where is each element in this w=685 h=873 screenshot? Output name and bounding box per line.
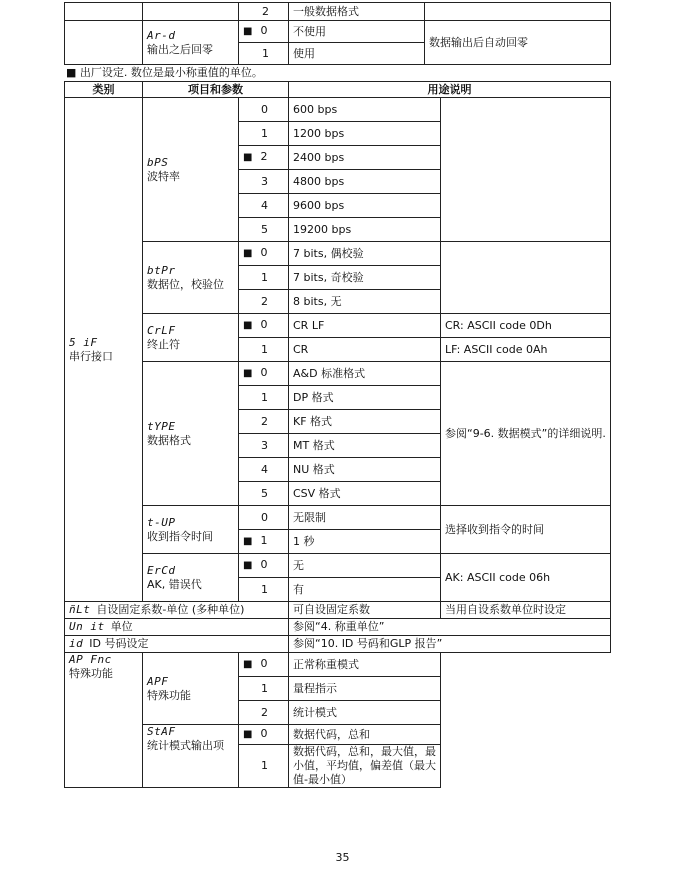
default-marker: ■ — [243, 729, 253, 740]
default-marker: ■ — [243, 659, 253, 670]
param-value: 1 — [261, 342, 268, 356]
param-value-cell — [239, 410, 289, 434]
default-marker: ■ — [243, 368, 253, 379]
item-label: 收到指令时间 — [147, 529, 213, 543]
param-desc: 19200 bps — [289, 218, 441, 242]
param-value: 2 — [261, 414, 268, 428]
param-note — [441, 653, 611, 788]
item-code: tYPE — [147, 419, 176, 433]
param-value-cell — [239, 725, 289, 745]
param-value-cell — [239, 218, 289, 242]
param-desc: 数据代码，总和 — [289, 725, 441, 745]
item-cell — [143, 554, 239, 602]
param-value-cell — [239, 314, 289, 338]
param-value: 1 — [239, 43, 289, 65]
param-desc: 不使用 — [289, 21, 425, 43]
category-serial-interface — [65, 98, 143, 602]
param-desc: 量程指示 — [289, 677, 441, 701]
default-marker: ■ — [243, 536, 253, 547]
item-cell — [143, 725, 239, 788]
param-value-cell — [239, 554, 289, 578]
param-value-cell — [239, 677, 289, 701]
category-code: 5 iF — [69, 335, 98, 349]
header-category: 类别 — [65, 82, 143, 98]
param-desc: CSV 格式 — [289, 482, 441, 506]
param-value-cell — [239, 98, 289, 122]
item-label: 特殊功能 — [147, 688, 191, 702]
param-value: 2 — [260, 150, 268, 163]
param-value-cell — [239, 653, 289, 677]
param-desc: 使用 — [289, 43, 425, 65]
param-value-cell — [239, 242, 289, 266]
param-value: 5 — [261, 486, 268, 500]
default-marker: ■ — [243, 320, 253, 331]
param-value: 0 — [260, 318, 268, 331]
param-value: 3 — [261, 438, 268, 452]
param-value: 3 — [261, 174, 268, 188]
param-desc: 无 — [289, 554, 441, 578]
row-id — [65, 636, 611, 653]
param-desc: 无限制 — [289, 506, 441, 530]
param-value: 0 — [260, 558, 268, 571]
category-code: AP Fnc — [69, 653, 112, 666]
item-cell — [143, 314, 239, 362]
param-value-cell — [239, 578, 289, 602]
table-row — [65, 554, 611, 578]
param-desc: 参阅“4. 称重单位” — [289, 619, 611, 636]
param-value-cell — [239, 170, 289, 194]
param-desc: 8 bits, 无 — [289, 290, 441, 314]
param-value-cell — [239, 338, 289, 362]
param-note — [441, 242, 611, 314]
param-value: 0 — [261, 510, 268, 524]
cat-cell — [65, 3, 143, 21]
item-label: 波特率 — [147, 169, 180, 183]
category-special-function — [65, 653, 143, 788]
param-desc: 7 bits, 偶校验 — [289, 242, 441, 266]
item-cell — [143, 653, 239, 725]
item-code: StAF — [147, 725, 176, 738]
param-value-cell — [239, 266, 289, 290]
item-cell — [143, 362, 239, 506]
param-desc: CR LF — [289, 314, 441, 338]
item-label: 自设固定系数-单位 (多种单位) — [96, 603, 245, 616]
item-cell — [143, 3, 239, 21]
param-desc: 一般数据格式 — [289, 3, 425, 21]
manual-page — [64, 2, 610, 788]
param-value-cell — [239, 362, 289, 386]
param-value: 4 — [261, 198, 268, 212]
item-code: APF — [147, 674, 169, 688]
param-value: 1 — [261, 390, 268, 404]
param-desc: 可自设固定系数 — [289, 602, 441, 619]
param-desc: 7 bits, 奇校验 — [289, 266, 441, 290]
category-label: 串行接口 — [69, 349, 113, 363]
item-code: Un it — [69, 620, 105, 633]
table-row — [65, 362, 611, 386]
param-note: AK: ASCII code 06h — [441, 554, 611, 602]
item-label: 终止符 — [147, 337, 180, 351]
category-label: 特殊功能 — [69, 667, 113, 680]
item-cell — [143, 506, 239, 554]
param-desc: 参阅“10. ID 号码和GLP 报告” — [289, 636, 611, 653]
item-code: ErCd — [147, 563, 176, 577]
param-value: 2 — [239, 3, 289, 21]
param-note: CR: ASCII code 0Dh — [441, 314, 611, 338]
default-marker: ■ — [243, 26, 253, 37]
default-marker: ■ — [243, 248, 253, 259]
default-marker: ■ — [243, 560, 253, 571]
param-value-cell — [239, 530, 289, 554]
default-marker: ■ — [243, 152, 253, 163]
param-value-cell — [239, 745, 289, 788]
param-desc: 正常称重模式 — [289, 653, 441, 677]
param-desc: 统计模式 — [289, 701, 441, 725]
param-desc: 2400 bps — [289, 146, 441, 170]
param-value: 0 — [261, 102, 268, 116]
row-multi-unit — [65, 602, 611, 619]
param-value-cell — [239, 482, 289, 506]
param-desc: CR — [289, 338, 441, 362]
param-note — [441, 98, 611, 242]
top-table — [64, 2, 611, 65]
item-label: AK, 错误代 — [147, 577, 202, 591]
param-value-cell — [239, 506, 289, 530]
param-value: 1 — [261, 681, 268, 695]
item-code: btPr — [147, 263, 176, 277]
param-value: 0 — [260, 366, 268, 379]
param-note: LF: ASCII code 0Ah — [441, 338, 611, 362]
param-desc: 4800 bps — [289, 170, 441, 194]
param-note: 当用自设系数单位时设定 — [441, 602, 611, 619]
param-desc: NU 格式 — [289, 458, 441, 482]
param-desc: KF 格式 — [289, 410, 441, 434]
param-value: 0 — [260, 246, 268, 259]
item-code: t-UP — [147, 515, 176, 529]
param-value: 1 — [261, 759, 268, 772]
table-row — [65, 98, 611, 122]
param-value-cell — [239, 146, 289, 170]
param-value: 4 — [261, 462, 268, 476]
param-value: 2 — [261, 705, 268, 719]
settings-table — [64, 81, 611, 788]
item-code: bPS — [147, 155, 169, 169]
item-label: 统计模式输出项 — [147, 739, 224, 752]
param-value-cell — [239, 386, 289, 410]
param-desc: 1 秒 — [289, 530, 441, 554]
item-code: CrLF — [147, 323, 176, 337]
param-desc: 600 bps — [289, 98, 441, 122]
param-value: 2 — [261, 294, 268, 308]
param-value-cell — [239, 434, 289, 458]
factory-note: ■ 出厂设定. 数位是最小称重值的单位。 — [66, 66, 263, 79]
item-label: ID 号码设定 — [89, 637, 149, 650]
item-cell — [143, 98, 239, 242]
param-note: 选择收到指令的时间 — [441, 506, 611, 554]
header-usage: 用途说明 — [289, 82, 611, 98]
note-cell — [425, 3, 611, 21]
param-value-cell — [239, 458, 289, 482]
item-label: 数据位，校验位 — [147, 277, 224, 291]
table-row — [65, 242, 611, 266]
item-cell — [65, 602, 289, 619]
param-value: 1 — [261, 270, 268, 284]
param-value: 1 — [261, 126, 268, 140]
page-number: 35 — [335, 851, 350, 864]
arr-item: Ar-d 输出之后回零 — [143, 21, 239, 65]
header-items: 项目和参数 — [143, 82, 289, 98]
item-cell — [143, 242, 239, 314]
item-code: id — [69, 637, 84, 650]
item-cell — [65, 636, 289, 653]
param-value: 0 — [260, 657, 268, 670]
param-value: 0 — [260, 24, 268, 37]
param-value-cell — [239, 194, 289, 218]
cat-cell — [65, 21, 143, 65]
param-desc: 数据代码，总和，最大值，最小值，平均值，偏差值（最大值-最小值） — [289, 745, 441, 788]
param-value-cell — [239, 122, 289, 146]
item-label: 单位 — [110, 620, 133, 633]
table-row — [65, 506, 611, 530]
table-row — [65, 314, 611, 338]
param-desc: DP 格式 — [289, 386, 441, 410]
param-desc: A&D 标准格式 — [289, 362, 441, 386]
param-note: 数据输出后自动回零 — [425, 21, 611, 65]
item-label: 数据格式 — [147, 433, 191, 447]
param-note: 参阅“9-6. 数据模式”的详细说明. — [441, 362, 611, 506]
param-value-cell — [239, 701, 289, 725]
row-unit — [65, 619, 611, 636]
table-row — [65, 653, 611, 677]
param-value: 1 — [260, 534, 268, 547]
param-desc: 9600 bps — [289, 194, 441, 218]
param-desc: 1200 bps — [289, 122, 441, 146]
item-cell — [65, 619, 289, 636]
param-desc: MT 格式 — [289, 434, 441, 458]
param-value: 0 — [260, 727, 268, 740]
param-value-cell — [239, 290, 289, 314]
param-value: 5 — [261, 222, 268, 236]
item-code: ñLt — [69, 603, 91, 616]
param-value: 1 — [261, 582, 268, 596]
param-desc: 有 — [289, 578, 441, 602]
